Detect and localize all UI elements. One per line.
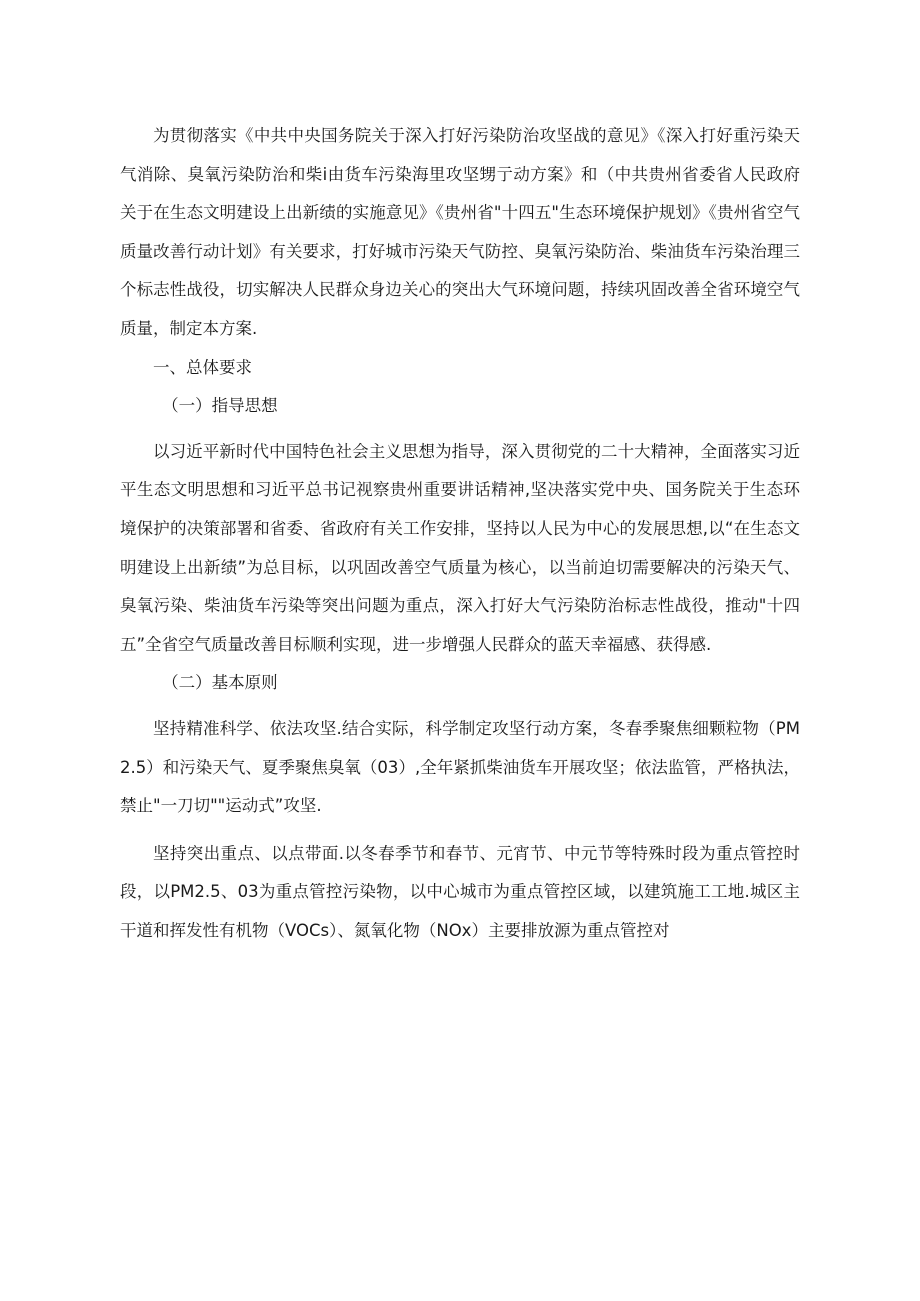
subsection-heading: （二）基本原则	[162, 673, 278, 693]
subsection-heading: （一）指导思想	[162, 396, 278, 416]
section-heading: 一、总体要求	[153, 357, 252, 377]
guiding-ideology-paragraph: 以习近平新时代中国特色社会主义思想为指导，深入贯彻党的二十大精神，全面落实习近平生态文明思想和习近平总书记视察贵州重要讲话精神,坚决落实党中央、国务院关于生态环境保护的决策部署和省委、省政府有关工作安排，坚持以人民为中心的发展思想,以“在生态文明建设上出新绩”为总目标，以巩固改善空气质量为核心，以当前迫切需要解决的污染天气、臭氧污染、柴油货车污染等突出问题为重点，深入打好大气污染防治标志性战役，推动"十四五”全省空气质量改善目标顺利实现，进一步增强人民群众的蓝天幸福感、获得感.	[120, 441, 800, 654]
principle-paragraph: 坚持突出重点、以点带面.以冬春季节和春节、元宵节、中元节等特殊时段为重点管控时段，以PM2.5、03为重点管控污染物，以中心城市为重点管控区域，以建筑施工工地.城区主干道和挥发性有机物（VOCs）、氮氧化物（NOx）主要排放源为重点管控对	[120, 843, 800, 940]
document-body	[120, 117, 800, 950]
principle-paragraph: 坚持精准科学、依法攻坚.结合实际，科学制定攻坚行动方案，冬春季聚焦细颗粒物（PM2.5）和污染天气、夏季聚焦臭氧（03）,全年紧抓柴油货车开展攻坚；依法监管，严格执法，禁止"一刀切""运动式”攻坚.	[120, 718, 800, 816]
intro-paragraph: 为贯彻落实《中共中央国务院关于深入打好污染防治攻坚战的意见》《深入打好重污染天气消除、臭氧污染防治和柴i由货车污染海里攻坚甥亍动方案》和（中共贵州省委省人民政府关于在生态文明建设上出新绩的实施意见》《贵州省"十四五"生态环境保护规划》《贵州省空气质量改善行动计划》有关要求，打好城市污染天气防控、臭氧污染防治、柴油货车污染治理三个标志性战役，切实解决人民群众身边关心的突出大气环境问题，持续巩固改善全省环境空气质量，制定本方案.	[120, 126, 800, 338]
